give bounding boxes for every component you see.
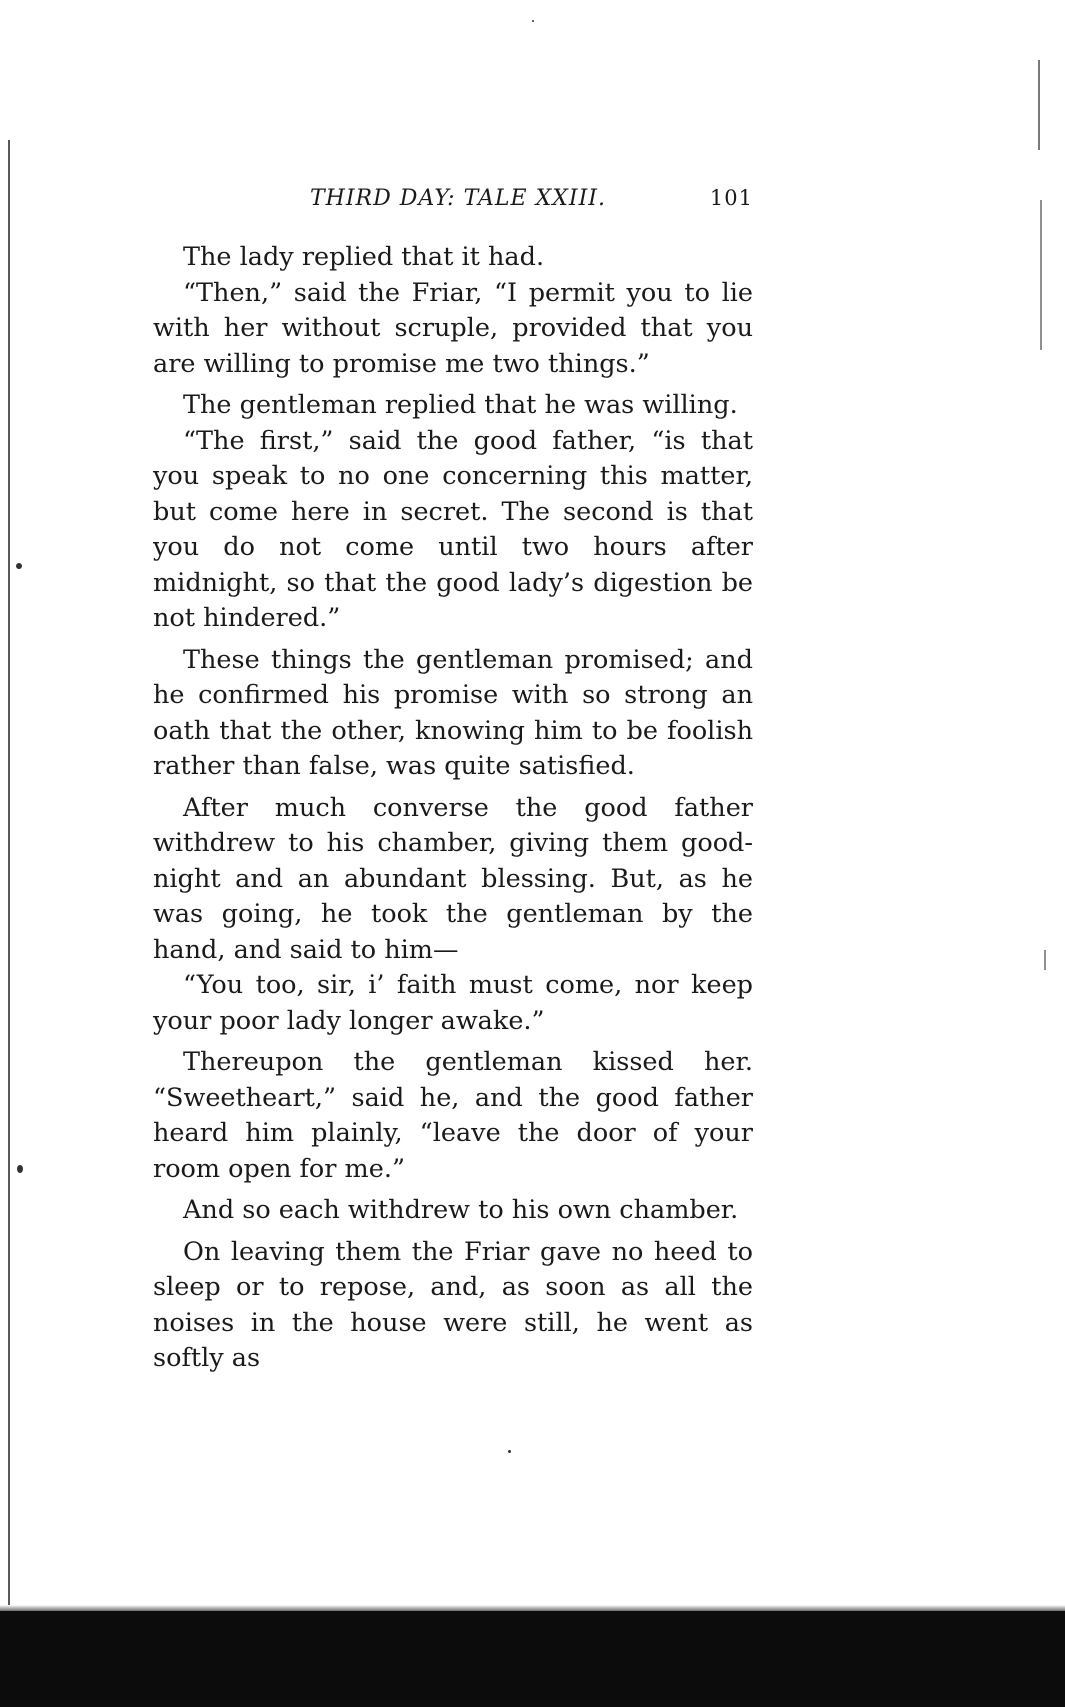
scan-speck (16, 563, 22, 569)
paragraph: “Then,” said the Friar, “I permit you to lie with her without scruple, provided that you are willing to promise me two things.” (153, 277, 753, 379)
scan-speck (532, 20, 534, 22)
paragraph: The gentleman replied that he was willing. (183, 390, 738, 420)
page-header (153, 186, 753, 226)
paragraph: The lady replied that it had. (183, 242, 545, 272)
scan-speck (17, 1165, 23, 1173)
scan-margin-line-right-mid (1040, 200, 1042, 350)
paragraph: After much converse the good father withdrew to his chamber, giving them good-night and an abundant blessing. But, as he was going, he took the gentleman by the hand, and said to him— (153, 792, 753, 965)
paragraph: “You too, sir, i’ faith must come, nor keep your poor lady longer awake.” (153, 970, 753, 1036)
running-title: THIRD DAY: TALE XXIII. (309, 186, 606, 211)
page-number: 101 (709, 186, 753, 210)
scan-margin-line-right-top (1038, 60, 1040, 150)
paragraph: These things the gentleman promised; and he confirmed his promise with so strong an oath that the other, knowing him to be foolish rather than false, was quite satisfied. (153, 644, 753, 781)
scan-speck (508, 1450, 511, 1453)
paragraph: And so each withdrew to his own chamber. (183, 1195, 739, 1225)
scan-margin-line-left (8, 140, 10, 1680)
body-text (153, 240, 753, 1377)
paragraph: Thereupon the gentleman kissed her. “Sweetheart,” said he, and the good father heard him plainly, “leave the door of your room open for me.” (153, 1047, 753, 1184)
scan-bottom-shadow (0, 1611, 1065, 1707)
paragraph: “The first,” said the good father, “is that you speak to no one concerning this matter, but come here in secret. The second is that you do not come until two hours after midnight, so that the good lady’s digestion be not hindered.” (153, 425, 753, 633)
paragraph: On leaving them the Friar gave no heed to sleep or to repose, and, as soon as all the noises in the house were still, he went as softly as (153, 1236, 753, 1373)
scan-margin-line-right-small (1044, 950, 1046, 970)
